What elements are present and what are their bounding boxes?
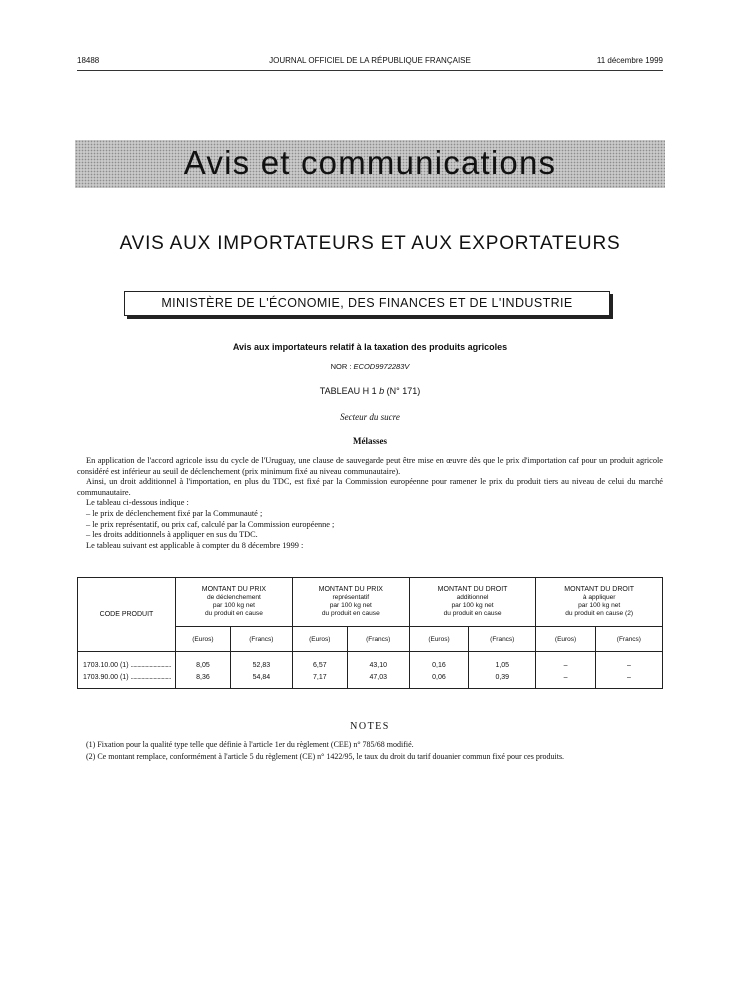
body-paragraph-2: Ainsi, un droit additionnel à l'importation, en plus du TDC, est fixé par la Commission européenne pour ramener le prix du produit tiers au niveau de celui du marché communautaire. [77,477,663,497]
unit-header: (Euros) [409,627,468,652]
banner-title: Avis et communications [183,144,557,181]
journal-title: JOURNAL OFFICIEL DE LA RÉPUBLIQUE FRANÇAISE [269,56,471,65]
nor-label: NOR : [330,362,352,371]
header-rule [77,70,663,71]
tableau-number: (N° 171) [386,386,421,396]
unit-header: (Francs) [469,627,536,652]
group-header-additionnel: MONTANT DU DROIT additionnel par 100 kg net du produit en cause [409,578,536,627]
product-heading: Mélasses [353,436,387,446]
group-header-declenchement: MONTANT DU PRIX de déclenchement par 100 kg net du produit en cause [176,578,293,627]
page-number: 18488 [77,56,100,65]
unit-header: (Euros) [292,627,347,652]
tableau-prefix: TABLEAU H 1 [319,386,377,396]
note-1: (1) Fixation pour la qualité type telle que définie à l'article 1er du règlement (CEE) n° 785/68 modifié. [86,740,414,749]
unit-header: (Euros) [176,627,231,652]
page-header [77,56,663,70]
unit-header: (Euros) [536,627,595,652]
code-produit-header: CODE PRODUIT [78,578,176,652]
value-cell: 1,05 0,39 [469,658,536,689]
section-banner [75,140,665,188]
group-header-appliquer: MONTANT DU DROIT à appliquer par 100 kg net du produit en cause (2) [536,578,663,627]
list-item: – les droits additionnels à appliquer en sus du TDC. [86,530,258,540]
tableau-heading [60,386,680,396]
value-cell: 52,83 54,84 [230,658,292,689]
table-row: 1703.90.00 (1) .............................. [83,674,171,681]
code-cell [78,658,176,689]
nor-reference [60,362,680,371]
value-cell: 0,16 0,06 [409,658,468,689]
unit-header: (Francs) [347,627,409,652]
list-item: – le prix de déclenchement fixé par la Communauté ; [86,508,263,518]
issue-date: 11 décembre 1999 [596,56,663,65]
sector-heading: Secteur du sucre [340,412,400,422]
value-cell: 6,57 7,17 [292,658,347,689]
body-paragraph-3: Le tableau ci-dessous indique : [86,498,189,508]
body-paragraph-1: En application de l'accord agricole issu du cycle de l'Uruguay, une clause de sauvegarde peut être mise en œuvre dès que le prix d'importation caf pour un produit agricole considéré est inférieur au seuil de déclenchement (prix minimum fixé au niveau communautaire). [77,456,663,476]
value-cell: 43,10 47,03 [347,658,409,689]
notice-body [77,456,663,551]
notice-title: Avis aux importateurs relatif à la taxation des produits agricoles [232,342,508,352]
list-item: – le prix représentatif, ou prix caf, calculé par la Commission européenne ; [86,519,335,529]
tableau-letter: b [379,386,385,396]
note-2: (2) Ce montant remplace, conformément à l'article 5 du règlement (CE) n° 1422/95, le taux du droit du tarif douanier commun fixé pour ces produits. [86,751,565,761]
tariff-table [77,577,663,689]
notes [77,740,663,763]
value-cell: 8,05 8,36 [176,658,231,689]
body-paragraph-4: Le tableau suivant est applicable à compter du 8 décembre 1999 : [86,540,304,550]
main-heading: AVIS AUX IMPORTATEURS ET AUX EXPORTATEURS [119,233,621,254]
value-cell: – – [595,658,662,689]
unit-header: (Francs) [595,627,662,652]
nor-code: ECOD9972283V [353,362,410,371]
ministry-box: MINISTÈRE DE L'ÉCONOMIE, DES FINANCES ET DE L'INDUSTRIE [124,291,610,316]
group-header-representatif: MONTANT DU PRIX représentatif par 100 kg net du produit en cause [292,578,409,627]
unit-header: (Francs) [230,627,292,652]
table-body-row [78,658,663,689]
value-cell: – – [536,658,595,689]
body-list [77,509,663,541]
notes-title: NOTES [350,721,390,732]
table-row: 1703.10.00 (1) .............................. [83,662,171,669]
